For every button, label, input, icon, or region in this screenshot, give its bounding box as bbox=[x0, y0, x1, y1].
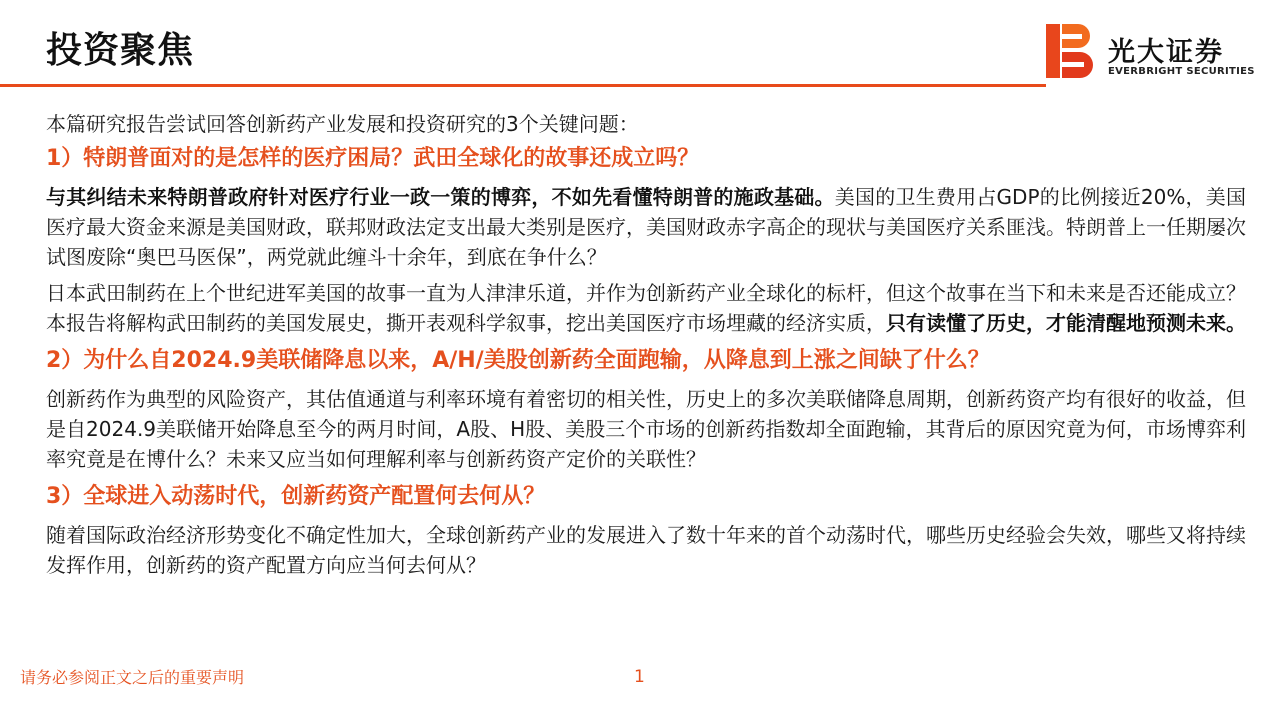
page-number: 1 bbox=[634, 667, 645, 687]
intro-text: 本篇研究报告尝试回答创新药产业发展和投资研究的3个关键问题： bbox=[46, 112, 639, 136]
section-1-paragraph-2 bbox=[46, 278, 1246, 338]
question-2: 2）为什么自2024.9美联储降息以来，A/H/美股创新药全面跑输，从降息到上涨之间缺了什么？ bbox=[46, 348, 990, 373]
brand-logo-icon bbox=[1046, 22, 1094, 80]
disclaimer-note: 请务必参阅正文之后的重要声明 bbox=[20, 668, 245, 687]
page-title: 投资聚焦 bbox=[46, 30, 195, 71]
section-1-emphasis: 与其纠结未来特朗普政府针对医疗行业一政一策的博弈，不如先看懂特朗普的施政基础。 bbox=[46, 185, 835, 209]
main-content bbox=[46, 108, 1246, 586]
header-divider bbox=[0, 84, 1046, 87]
section-2-paragraph: 创新药作为典型的风险资产，其估值通道与利率环境有着密切的相关性，历史上的多次美联储降息周期，创新药资产均有很好的收益，但是自2024.9美联储开始降息至今的两月时间，A股、H股、美股三个市场的创新药指数却全面跑输，其背后的原因究竟为何，市场博弈利率究竟是在博什么？未来又应当如何理解利率与创新药资产定价的关联性？ bbox=[46, 387, 1246, 471]
section-1-paragraph-1 bbox=[46, 182, 1246, 272]
question-1: 1）特朗普面对的是怎样的医疗困局？武田全球化的故事还成立吗？ bbox=[46, 146, 700, 171]
section-1-body: 美国的卫生费用占GDP的比例接近20%，美国医疗最大资金来源是美国财政，联邦财政法定支出最大类别是医疗，美国财政赤字高企的现状与美国医疗关系匪浅。特朗普上一任期屡次试图废除“奥巴马医保”，两党就此缠斗十余年，到底在争什么？ bbox=[46, 185, 1246, 269]
brand-name-cn: 光大证券 bbox=[1108, 37, 1224, 68]
brand-name-en: EVERBRIGHT SECURITIES bbox=[1108, 66, 1255, 77]
brand-logo bbox=[1046, 22, 1256, 82]
section-1-body-2: 日本武田制药在上个世纪进军美国的故事一直为人津津乐道，并作为创新药产业全球化的标杆，但这个故事在当下和未来是否还能成立？本报告将解构武田制药的美国发展史，撕开表观科学叙事，挖出美国医疗市场埋藏的经济实质， bbox=[46, 281, 1246, 335]
question-3: 3）全球进入动荡时代，创新药资产配置何去何从？ bbox=[46, 484, 546, 509]
section-3-paragraph: 随着国际政治经济形势变化不确定性加大，全球创新药产业的发展进入了数十年来的首个动荡时代，哪些历史经验会失效，哪些又将持续发挥作用，创新药的资产配置方向应当何去何从？ bbox=[46, 523, 1246, 577]
section-1-emphasis-2: 只有读懂了历史，才能清醒地预测未来。 bbox=[886, 311, 1246, 335]
